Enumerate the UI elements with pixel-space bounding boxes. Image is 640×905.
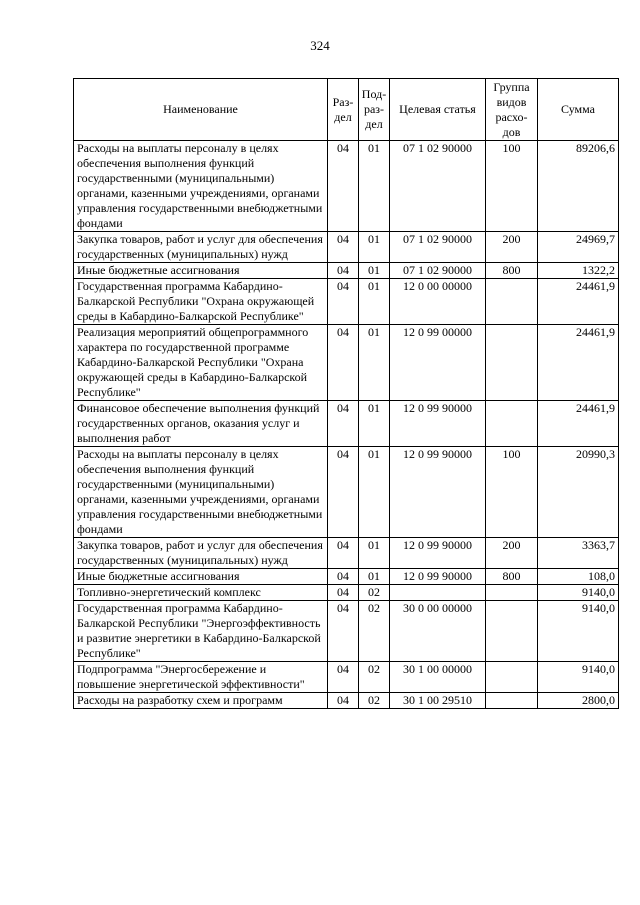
cell-statya: 07 1 02 90000	[390, 263, 486, 279]
cell-statya: 12 0 99 90000	[390, 569, 486, 585]
cell-razdel: 04	[328, 569, 359, 585]
cell-statya: 30 1 00 00000	[390, 662, 486, 693]
cell-statya: 12 0 99 90000	[390, 401, 486, 447]
cell-name: Расходы на выплаты персоналу в целях обеспечения выполнения функций государственными (муниципальными) органами, казенными учреждениями, органами управления государственными внебюджетными фондами	[74, 447, 328, 538]
cell-podrazdel: 01	[359, 538, 390, 569]
cell-podrazdel: 01	[359, 325, 390, 401]
cell-name: Реализация мероприятий общепрограммного характера по государственной программе Кабардино-Балкарской Республики "Охрана окружающей среды в Кабардино-Балкарской Республике"	[74, 325, 328, 401]
cell-vid: 200	[486, 232, 538, 263]
cell-sum: 24461,9	[538, 325, 619, 401]
cell-razdel: 04	[328, 538, 359, 569]
cell-podrazdel: 02	[359, 662, 390, 693]
cell-sum: 108,0	[538, 569, 619, 585]
cell-sum: 89206,6	[538, 141, 619, 232]
cell-statya: 12 0 99 90000	[390, 538, 486, 569]
cell-sum: 1322,2	[538, 263, 619, 279]
cell-razdel: 04	[328, 693, 359, 709]
table-row	[74, 263, 619, 279]
cell-podrazdel: 01	[359, 232, 390, 263]
cell-sum: 20990,3	[538, 447, 619, 538]
cell-vid: 100	[486, 141, 538, 232]
header-name: Наименование	[74, 79, 328, 141]
table-row	[74, 601, 619, 662]
cell-name: Финансовое обеспечение выполнения функций государственных органов, оказания услуг и выполнения работ	[74, 401, 328, 447]
table-row	[74, 538, 619, 569]
cell-statya: 07 1 02 90000	[390, 232, 486, 263]
cell-vid: 200	[486, 538, 538, 569]
cell-podrazdel: 01	[359, 279, 390, 325]
table-row	[74, 232, 619, 263]
cell-statya	[390, 585, 486, 601]
table-row	[74, 141, 619, 232]
cell-podrazdel: 02	[359, 693, 390, 709]
cell-vid: 800	[486, 263, 538, 279]
cell-statya: 12 0 99 90000	[390, 447, 486, 538]
cell-vid	[486, 279, 538, 325]
cell-name: Подпрограмма "Энергосбережение и повышение энергетической эффективности"	[74, 662, 328, 693]
cell-vid	[486, 662, 538, 693]
cell-statya: 12 0 99 00000	[390, 325, 486, 401]
cell-name: Расходы на выплаты персоналу в целях обеспечения выполнения функций государственными (муниципальными) органами, казенными учреждениями, органами управления государственными внебюджетными фондами	[74, 141, 328, 232]
cell-statya: 30 1 00 29510	[390, 693, 486, 709]
cell-razdel: 04	[328, 447, 359, 538]
cell-razdel: 04	[328, 585, 359, 601]
cell-statya: 12 0 00 00000	[390, 279, 486, 325]
cell-name: Иные бюджетные ассигнования	[74, 263, 328, 279]
cell-name: Расходы на разработку схем и программ	[74, 693, 328, 709]
cell-statya: 30 0 00 00000	[390, 601, 486, 662]
table-row	[74, 585, 619, 601]
cell-sum: 9140,0	[538, 662, 619, 693]
cell-name: Закупка товаров, работ и услуг для обеспечения государственных (муниципальных) нужд	[74, 232, 328, 263]
table-row	[74, 569, 619, 585]
cell-sum: 24461,9	[538, 279, 619, 325]
cell-sum: 3363,7	[538, 538, 619, 569]
table-row	[74, 447, 619, 538]
header-vid: Группа видов расхо- дов	[486, 79, 538, 141]
table-row	[74, 662, 619, 693]
cell-razdel: 04	[328, 601, 359, 662]
cell-sum: 9140,0	[538, 585, 619, 601]
table-row	[74, 325, 619, 401]
cell-name: Закупка товаров, работ и услуг для обеспечения государственных (муниципальных) нужд	[74, 538, 328, 569]
table-row	[74, 279, 619, 325]
cell-razdel: 04	[328, 279, 359, 325]
cell-podrazdel: 01	[359, 401, 390, 447]
cell-razdel: 04	[328, 325, 359, 401]
cell-podrazdel: 01	[359, 447, 390, 538]
cell-podrazdel: 02	[359, 585, 390, 601]
budget-table	[73, 78, 619, 709]
cell-sum: 24461,9	[538, 401, 619, 447]
cell-podrazdel: 01	[359, 263, 390, 279]
cell-sum: 2800,0	[538, 693, 619, 709]
cell-name: Иные бюджетные ассигнования	[74, 569, 328, 585]
cell-podrazdel: 01	[359, 141, 390, 232]
page-number: 324	[310, 38, 330, 53]
cell-sum: 9140,0	[538, 601, 619, 662]
table-row	[74, 693, 619, 709]
cell-sum: 24969,7	[538, 232, 619, 263]
cell-razdel: 04	[328, 401, 359, 447]
cell-name: Государственная программа Кабардино-Балкарской Республики "Охрана окружающей среды в Кабардино-Балкарской Республике"	[74, 279, 328, 325]
header-razdel: Раз- дел	[328, 79, 359, 141]
cell-razdel: 04	[328, 263, 359, 279]
header-row	[74, 79, 619, 141]
cell-vid	[486, 401, 538, 447]
header-sum: Сумма	[538, 79, 619, 141]
cell-podrazdel: 01	[359, 569, 390, 585]
cell-vid: 100	[486, 447, 538, 538]
cell-vid	[486, 585, 538, 601]
cell-razdel: 04	[328, 232, 359, 263]
cell-name: Топливно-энергетический комплекс	[74, 585, 328, 601]
cell-name: Государственная программа Кабардино-Балкарской Республики "Энергоэффективность и развитие энергетики в Кабардино-Балкарской Республике"	[74, 601, 328, 662]
cell-podrazdel: 02	[359, 601, 390, 662]
header-statya: Целевая статья	[390, 79, 486, 141]
cell-vid	[486, 693, 538, 709]
cell-vid	[486, 601, 538, 662]
cell-razdel: 04	[328, 141, 359, 232]
cell-vid	[486, 325, 538, 401]
header-podrazdel: Под- раз- дел	[359, 79, 390, 141]
table-row	[74, 401, 619, 447]
cell-vid: 800	[486, 569, 538, 585]
cell-statya: 07 1 02 90000	[390, 141, 486, 232]
cell-razdel: 04	[328, 662, 359, 693]
